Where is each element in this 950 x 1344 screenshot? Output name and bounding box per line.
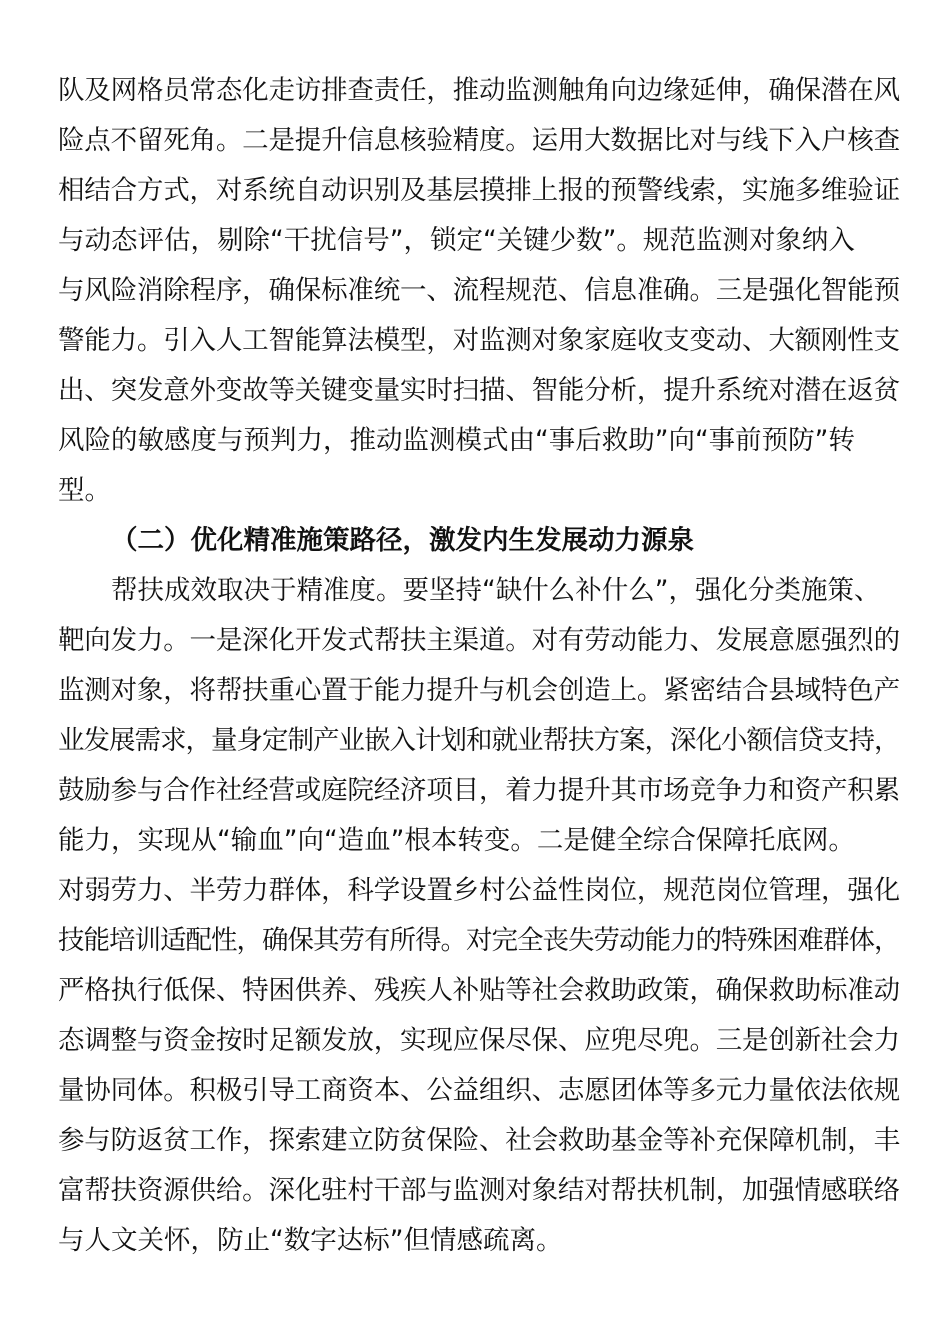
paragraph-2-line: 能力，实现从“输血”向“造血”根本转变。二是健全综合保障托底网。 [58, 825, 855, 856]
paragraph-2-line: 量协同体。积极引导工商资本、公益组织、志愿团体等多元力量依法依规 [58, 1075, 900, 1106]
paragraph-1-line: 险点不留死角。二是提升信息核验精度。运用大数据比对与线下入户核查 [58, 125, 900, 156]
paragraph-2-line: 技能培训适配性，确保其劳有所得。对完全丧失劳动能力的特殊困难群体， [58, 925, 900, 956]
paragraph-2-line: 监测对象，将帮扶重心置于能力提升与机会创造上。紧密结合县域特色产 [58, 675, 900, 706]
paragraph-2-line: 富帮扶资源供给。深化驻村干部与监测对象结对帮扶机制，加强情感联络 [58, 1175, 900, 1206]
paragraph-1-line: 风险的敏感度与预判力，推动监测模式由“事后救助”向“事前预防”转 [58, 425, 855, 456]
paragraph-1-line: 出、突发意外变故等关键变量实时扫描、智能分析，提升系统对潜在返贫 [58, 375, 900, 406]
paragraph-2-line: 参与防返贫工作，探索建立防贫保险、社会救助基金等补充保障机制，丰 [58, 1125, 900, 1156]
paragraph-2-line: 业发展需求，量身定制产业嵌入计划和就业帮扶方案，深化小额信贷支持， [58, 725, 900, 756]
paragraph-2-line: 对弱劳力、半劳力群体，科学设置乡村公益性岗位，规范岗位管理，强化 [58, 875, 900, 906]
paragraph-2-line: 态调整与资金按时足额发放，实现应保尽保、应兜尽兜。三是创新社会力 [58, 1025, 900, 1056]
paragraph-1-line: 队及网格员常态化走访排查责任，推动监测触角向边缘延伸，确保潜在风 [58, 75, 900, 106]
paragraph-2-line: 与人文关怀，防止“数字达标”但情感疏离。 [58, 1225, 563, 1256]
paragraph-1-line: 与动态评估，剔除“干扰信号”，锁定“关键少数”。规范监测对象纳入 [58, 225, 855, 256]
section-heading: （二）优化精准施策路径，激发内生发展动力源泉 [111, 525, 694, 556]
paragraph-2-line: 帮扶成效取决于精准度。要坚持“缺什么补什么”，强化分类施策、 [111, 575, 881, 606]
paragraph-1-line: 警能力。引入人工智能算法模型，对监测对象家庭收支变动、大额刚性支 [58, 325, 900, 356]
paragraph-2-line: 靶向发力。一是深化开发式帮扶主渠道。对有劳动能力、发展意愿强烈的 [58, 625, 900, 656]
paragraph-2-line: 严格执行低保、特困供养、残疾人补贴等社会救助政策，确保救助标准动 [58, 975, 900, 1006]
paragraph-1-line: 相结合方式，对系统自动识别及基层摸排上报的预警线索，实施多维验证 [58, 175, 900, 206]
paragraph-2-line: 鼓励参与合作社经营或庭院经济项目，着力提升其市场竞争力和资产积累 [58, 775, 900, 806]
paragraph-1-line: 型。 [58, 475, 111, 506]
paragraph-1-line: 与风险消除程序，确保标准统一、流程规范、信息准确。三是强化智能预 [58, 275, 900, 306]
